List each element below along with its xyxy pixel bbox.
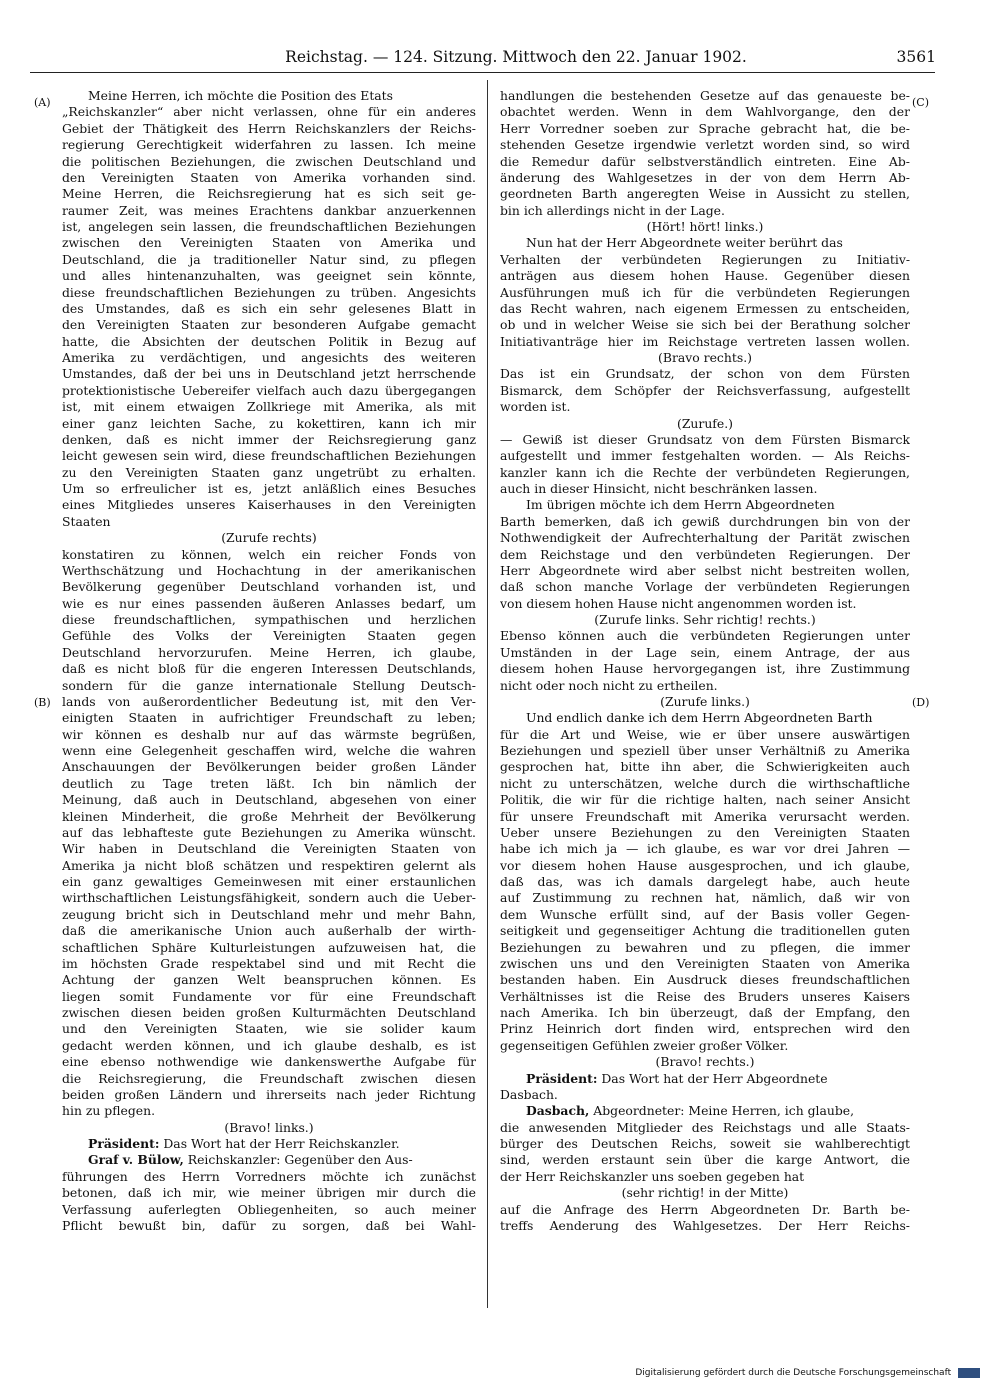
text-line: auf Zustimmung zu rechnen hat, nämlich, daß wir von bbox=[500, 890, 910, 906]
text-line: leicht gewesen sein wird, diese freundschaftlichen Beziehungen bbox=[62, 448, 476, 464]
text-line: einigten Staaten in aufrichtiger Freundschaft zu leben; bbox=[62, 710, 476, 726]
text-line: daß die amerikanische Union auch außerhalb der wirth- bbox=[62, 923, 476, 939]
text-line: hin zu pflegen. bbox=[62, 1103, 156, 1119]
text-line: sind, werden erstaunt sein über die karge Antwort, die bbox=[500, 1152, 910, 1168]
text-line: Barth bemerken, daß ich gewiß durchdrungen bin von der bbox=[500, 513, 910, 529]
text-line: Ueber unsere Beziehungen zu den Vereinigten Staaten bbox=[500, 824, 910, 840]
footer-text: Digitalisierung gefördert durch die Deutsche Forschungsgemeinschaft bbox=[635, 1368, 952, 1378]
text-line: Bevölkerung gegenüber Deutschland vorhanden ist, und bbox=[62, 579, 476, 595]
text-line: für unsere Freundschaft mit Amerika verursacht werden. bbox=[500, 808, 910, 824]
text-line: einer ganz leichten Sache, zu kokettiren, kann ich mir bbox=[62, 415, 476, 431]
text-line: eine ebenso nothwendige wie dankenswerthe Aufgabe für bbox=[62, 1054, 476, 1070]
text-line: Verfassung auferlegten Obliegenheiten, so auch meiner bbox=[62, 1201, 476, 1217]
text-line: Pflicht bewußt bin, dafür zu sorgen, daß bei Wahl- bbox=[62, 1217, 476, 1233]
text-line: bürger des Deutschen Reichs, soweit sie wahlberechtigt bbox=[500, 1136, 910, 1151]
text-line: Nothwendigkeit der Aufrechterhaltung der Parität zwischen bbox=[500, 530, 910, 546]
text-line: eines Mitgliedes unseres Kaiserhauses in den Vereinigten bbox=[62, 497, 476, 513]
text-line bbox=[500, 1071, 910, 1087]
text-line: Prinz Heinrich dort finden wird, entsprechen wird den bbox=[500, 1021, 910, 1037]
text-line: Deutschland hervorzurufen. Meine Herren, ich glaube, bbox=[62, 644, 476, 660]
text-line: bestanden haben. Ein Ausdruck dieses freundschaftlichen bbox=[500, 972, 910, 988]
text-line: stehenden Gesetze irgendwie verletzt worden sind, so wird bbox=[500, 137, 910, 153]
text-line: auf das lebhafteste gute Beziehungen zu Amerika wünscht. bbox=[62, 824, 476, 840]
text-line: Anschauungen der Bevölkerungen beider großen Länder bbox=[62, 759, 476, 775]
text-line: kleinen Minderheit, die große Mehrheit der Bevölkerung bbox=[62, 808, 476, 824]
text-line: (sehr richtig! in der Mitte) bbox=[621, 1185, 789, 1201]
page-number: 3561 bbox=[896, 48, 936, 66]
text-line: Herr Vorredner soeben zur Sprache gebracht hat, die be- bbox=[500, 120, 910, 136]
text-line: Umstandes, daß der bei uns in Deutschland jetzt herrschende bbox=[62, 366, 476, 382]
text-line: ist, angelegen sein lassen, die freundschaftlichen Beziehungen bbox=[62, 219, 476, 234]
text-line: seitigkeit und gegenseitiger Achtung die traditionellen guten bbox=[500, 923, 910, 939]
text-line: auf die Anfrage des Herrn Abgeordneten Dr. Barth be- bbox=[500, 1201, 910, 1217]
text-line: diese freundschaftlichen, sympathischen und herzlichen bbox=[62, 612, 476, 627]
text-line: handlungen die bestehenden Gesetze auf das genaueste be- bbox=[500, 88, 910, 103]
text-line: (Zurufe links.) bbox=[660, 693, 750, 709]
text-line: Meine Herren, ich möchte die Position des Etats bbox=[88, 88, 394, 103]
text-line: Umständen in der Lage sein, einem Antrage, der aus bbox=[500, 644, 910, 660]
text-line: Meine Herren, die Reichsregierung hat es sich seit ge- bbox=[62, 186, 476, 202]
text-line: lands von außerordentlicher Bedeutung ist, mit den Ver- bbox=[62, 693, 476, 709]
text-line: Werthschätzung und Hochachtung in der amerikanischen bbox=[62, 562, 476, 578]
text-line: Nun hat der Herr Abgeordnete weiter berührt das bbox=[526, 235, 843, 251]
text-line: Beziehungen zu bewahren und zu pflegen, die immer bbox=[500, 939, 910, 955]
text-line: ob und in welcher Weise sie sich bei der Berathung solcher bbox=[500, 317, 910, 333]
text-line: dem Reichstage und den verbündeten Regierungen. Der bbox=[500, 546, 910, 562]
text-line: nicht oder noch nicht zu ertheilen. bbox=[500, 677, 718, 693]
text-line: bin ich allerdings nicht in der Lage. bbox=[500, 202, 725, 218]
text-line: das Recht wahren, nach eigenem Ermessen zu entscheiden, bbox=[500, 300, 910, 316]
text-line: die Reichsregierung, die Freundschaft zwischen diesen bbox=[62, 1070, 476, 1086]
text-line: gesprochen hat, bitte ihn aber, die Schwierigkeiten auch bbox=[500, 759, 910, 775]
text-line: obachtet werden. Wenn in dem Wahlvorgange, den der bbox=[500, 104, 910, 120]
text-line: auch in dieser Hinsicht, nicht beschränken lassen. bbox=[500, 481, 818, 496]
text-line: Und endlich danke ich dem Herrn Abgeordneten Barth bbox=[526, 710, 873, 726]
text-line: betonen, daß ich mir, wie meiner übrigen mir durch die bbox=[62, 1185, 476, 1201]
text-line bbox=[62, 1136, 476, 1152]
text-line: Staaten bbox=[62, 513, 111, 529]
margin-marker-d: (D) bbox=[912, 696, 930, 709]
text-line: den Vereinigten Staaten von Amerika vorhanden sind. bbox=[62, 169, 476, 185]
text-line: Politik, die wir für die richtige halten, nach seiner Ansicht bbox=[500, 792, 910, 808]
text-line: protektionistische Uebereifer vielfach auch dazu übergegangen bbox=[62, 382, 476, 398]
text-line: vor diesem hohen Hause ausgesprochen, und ich glaube, bbox=[500, 857, 910, 873]
speaker-name: Präsident: bbox=[526, 1070, 598, 1086]
text-line: denken, daß es nicht immer der Reichsregierung ganz bbox=[62, 431, 476, 447]
text-line: zeugung bricht sich in Deutschland mehr und mehr Bahn, bbox=[62, 906, 476, 922]
text-line: zu den Vereinigten Staaten ganz ungetrübt zu erhalten. bbox=[62, 464, 476, 480]
text-line: Gefühle des Volks der Vereinigten Staaten gegen bbox=[62, 628, 476, 644]
text-line: zwischen uns und den Vereinigten Staaten von Amerika bbox=[500, 955, 910, 971]
text-line: (Zurufe rechts) bbox=[221, 530, 317, 546]
text-line: Gebiet der Thätigkeit des Herrn Reichskanzlers der Reichs- bbox=[62, 120, 476, 136]
text-line: daß das, was ich damals dargelegt habe, auch heute bbox=[500, 874, 910, 889]
text-line: gedacht werden können, und ich glaube deshalb, es ist bbox=[62, 1037, 476, 1053]
speaker-text: Abgeordneter: Meine Herren, ich glaube, bbox=[593, 1103, 855, 1119]
text-line: änderung des Wahlgesetzes in der von dem Herrn Ab- bbox=[500, 169, 910, 185]
text-line: liegen somit Fundamente vor für eine Freundschaft bbox=[62, 988, 476, 1004]
text-line: und den Vereinigten Staaten, wie sie solider kaum bbox=[62, 1021, 476, 1037]
margin-marker-c: (C) bbox=[912, 96, 929, 109]
margin-marker-a: (A) bbox=[34, 96, 51, 109]
text-line: raumer Zeit, was meines Erachtens dankbar anzuerkennen bbox=[62, 202, 476, 218]
speaker-text: Das Wort hat der Herr Abgeordnete bbox=[601, 1070, 828, 1086]
text-line: zwischen den Vereinigten Staaten von Amerika und bbox=[62, 235, 476, 251]
text-line: Initiativanträge hier im Reichstage vertreten lassen wollen. bbox=[500, 333, 910, 349]
dfg-logo-icon bbox=[958, 1368, 980, 1378]
text-line: im höchsten Grade respektabel sind und mit Recht die bbox=[62, 955, 476, 971]
text-line: die politischen Beziehungen, die zwischen Deutschland und bbox=[62, 153, 476, 169]
text-line: Ebenso können auch die verbündeten Regierungen unter bbox=[500, 628, 910, 644]
text-line: (Bravo rechts.) bbox=[658, 350, 752, 365]
footer-credit bbox=[560, 1366, 980, 1380]
text-line: hatte, die Absichten der deutschen Politik in Bezug auf bbox=[62, 333, 476, 349]
header-rule bbox=[30, 72, 935, 73]
page-header bbox=[96, 44, 936, 70]
text-line: daß es nicht bloß für die engeren Interessen Deutschlands, bbox=[62, 661, 476, 677]
text-line: schaftlichen Sphäre Kulturleistungen aufzuweisen hat, die bbox=[62, 939, 476, 955]
text-line: wie es nur eines passenden äußeren Anlasses bedarf, um bbox=[62, 595, 476, 611]
text-line: sondern für die ganze internationale Stellung Deutsch- bbox=[62, 677, 476, 693]
text-line: Verhältnisses ist die Reise des Bruders unseres Kaisers bbox=[500, 988, 910, 1004]
text-line: diesem hohen Hause hervorgegangen ist, ihre Zustimmung bbox=[500, 661, 910, 677]
text-line: Verhalten der verbündeten Regierungen zu Initiativ- bbox=[500, 251, 910, 267]
text-line: von diesem hohen Hause nicht angenommen worden ist. bbox=[500, 595, 857, 611]
text-line: Amerika ja nicht bloß schätzen und respektiren gelernt als bbox=[62, 857, 476, 873]
text-line: geordneten Barth angeregten Weise in Aussicht zu stellen, bbox=[500, 186, 910, 202]
text-line: den Vereinigten Staaten zur besonderen Aufgabe gemacht bbox=[62, 317, 476, 333]
margin-marker-b: (B) bbox=[34, 696, 51, 709]
text-line: Meinung, daß auch in Deutschland, abgesehen von einer bbox=[62, 792, 476, 808]
text-line: zwischen diesen beiden großen Kulturmächten Deutschland bbox=[62, 1005, 476, 1020]
text-line: Um so erfreulicher ist es, jetzt anläßlich eines Besuches bbox=[62, 481, 476, 496]
text-line bbox=[62, 1152, 476, 1168]
text-line: führungen des Herrn Vorredners möchte ich zunächst bbox=[62, 1168, 476, 1184]
text-line: für die Art und Weise, wie er über unsere auswärtigen bbox=[500, 726, 910, 742]
text-line: (Zurufe.) bbox=[676, 415, 734, 431]
text-line: ist, mit einem etwaigen Zollkriege mit Amerika, als mit bbox=[62, 399, 476, 415]
text-line: „Reichskanzler“ aber nicht verlassen, ohne für ein anderes bbox=[62, 104, 476, 120]
text-line: diese freundschaftlichen Beziehungen zu trüben. Angesichts bbox=[62, 284, 476, 300]
text-line: nicht zu unterschätzen, welche durch die wirthschaftliche bbox=[500, 775, 910, 791]
text-line: dem Wunsche erfüllt sind, auf der Basis voller Gegen- bbox=[500, 906, 910, 922]
text-line: konstatiren zu können, welch ein reicher Fonds von bbox=[62, 546, 476, 562]
text-line: Deutschland, die ja traditioneller Natur sind, zu pflegen bbox=[62, 251, 476, 267]
text-line: Dasbach. bbox=[500, 1086, 558, 1102]
text-line: die Remedur dafür selbstverständlich eintreten. Eine Ab- bbox=[500, 153, 910, 169]
text-line: gegenseitigen Gefühlen zweier großer Völker. bbox=[500, 1037, 789, 1053]
text-line: worden ist. bbox=[500, 399, 571, 415]
text-line: beiden großen Ländern und ihrerseits nach jeder Richtung bbox=[62, 1086, 476, 1102]
speaker-text: Reichskanzler: Gegenüber den Aus- bbox=[187, 1152, 413, 1168]
speaker-name: Dasbach, bbox=[526, 1103, 590, 1119]
text-line: Beziehungen und speziell über unser Verhältniß zu Amerika bbox=[500, 743, 910, 758]
text-line: (Hört! hört! links.) bbox=[646, 219, 764, 234]
text-line: Herr Abgeordnete wird aber selbst nicht bestreiten wollen, bbox=[500, 562, 910, 578]
text-line: Achtung der ganzen Welt beanspruchen können. Es bbox=[62, 972, 476, 988]
text-line: Das ist ein Grundsatz, der schon von dem Fürsten bbox=[500, 366, 910, 382]
text-line: — Gewiß ist dieser Grundsatz von dem Fürsten Bismarck bbox=[500, 431, 910, 447]
column-divider bbox=[487, 80, 488, 1308]
text-line: Bismarck, dem Schöpfer der Reichsverfassung, aufgestellt bbox=[500, 382, 910, 398]
text-line: kanzler kann ich die Rechte der verbündeten Regierungen, bbox=[500, 464, 910, 480]
text-line: Ausführungen muß ich für die verbündeten Regierungen bbox=[500, 284, 910, 300]
left-column bbox=[62, 88, 476, 1310]
right-column bbox=[500, 88, 910, 1310]
text-line: und alles hintenanzuhalten, was geeignet sein könnte, bbox=[62, 268, 476, 284]
text-line: nach Amerika. Ich bin überzeugt, daß der Empfang, den bbox=[500, 1005, 910, 1020]
header-title: Reichstag. — 124. Sitzung. Mittwoch den 22. Januar 1902. bbox=[285, 48, 747, 66]
speaker-name: Graf v. Bülow, bbox=[88, 1152, 184, 1168]
text-line: ein ganz gewaltiges Gemeinwesen mit einer erstaunlichen bbox=[62, 874, 476, 889]
text-line: wirthschaftlichen Leistungsfähigkeit, sondern auch die Ueber- bbox=[62, 890, 476, 906]
speaker-text: Das Wort hat der Herr Reichskanzler. bbox=[163, 1136, 400, 1151]
text-line: regierung Gerechtigkeit widerfahren zu lassen. Ich meine bbox=[62, 137, 476, 153]
text-line: wenn eine Gelegenheit geschaffen wird, welche die wahren bbox=[62, 743, 476, 758]
text-line: Wir haben in Deutschland die Vereinigten Staaten von bbox=[62, 841, 476, 857]
text-line: deutlich zu Tage treten läßt. Ich bin nämlich der bbox=[62, 775, 476, 791]
text-line: wir können es deshalb nur auf das wärmste begrüßen, bbox=[62, 726, 476, 742]
text-line: Amerika zu verdächtigen, und angesichts des weiteren bbox=[62, 350, 476, 365]
text-line: anträgen aus diesem hohen Hause. Gegenüber diesen bbox=[500, 268, 910, 284]
text-line bbox=[500, 1103, 910, 1119]
text-line: Im übrigen möchte ich dem Herrn Abgeordneten bbox=[526, 497, 835, 513]
text-line: treffs Aenderung des Wahlgesetzes. Der Herr Reichs- bbox=[500, 1217, 910, 1233]
text-line: die anwesenden Mitglieder des Reichstags und alle Staats- bbox=[500, 1119, 910, 1135]
text-line: daß schon manche Vorlage der verbündeten Regierungen bbox=[500, 579, 910, 595]
text-line: (Bravo! links.) bbox=[224, 1119, 314, 1135]
text-line: (Bravo! rechts.) bbox=[655, 1054, 755, 1070]
speaker-name: Präsident: bbox=[88, 1136, 160, 1151]
text-line: habe ich mich ja — ich glaube, es war vor drei Jahren — bbox=[500, 841, 910, 857]
text-line: aufgestellt und immer festgehalten worden. — Als Reichs- bbox=[500, 448, 910, 464]
text-line: der Herr Reichskanzler uns soeben gegeben hat bbox=[500, 1168, 805, 1184]
text-line: des Umstandes, daß es sich ein sehr gelesenes Blatt in bbox=[62, 300, 476, 316]
text-line: (Zurufe links. Sehr richtig! rechts.) bbox=[594, 612, 816, 627]
